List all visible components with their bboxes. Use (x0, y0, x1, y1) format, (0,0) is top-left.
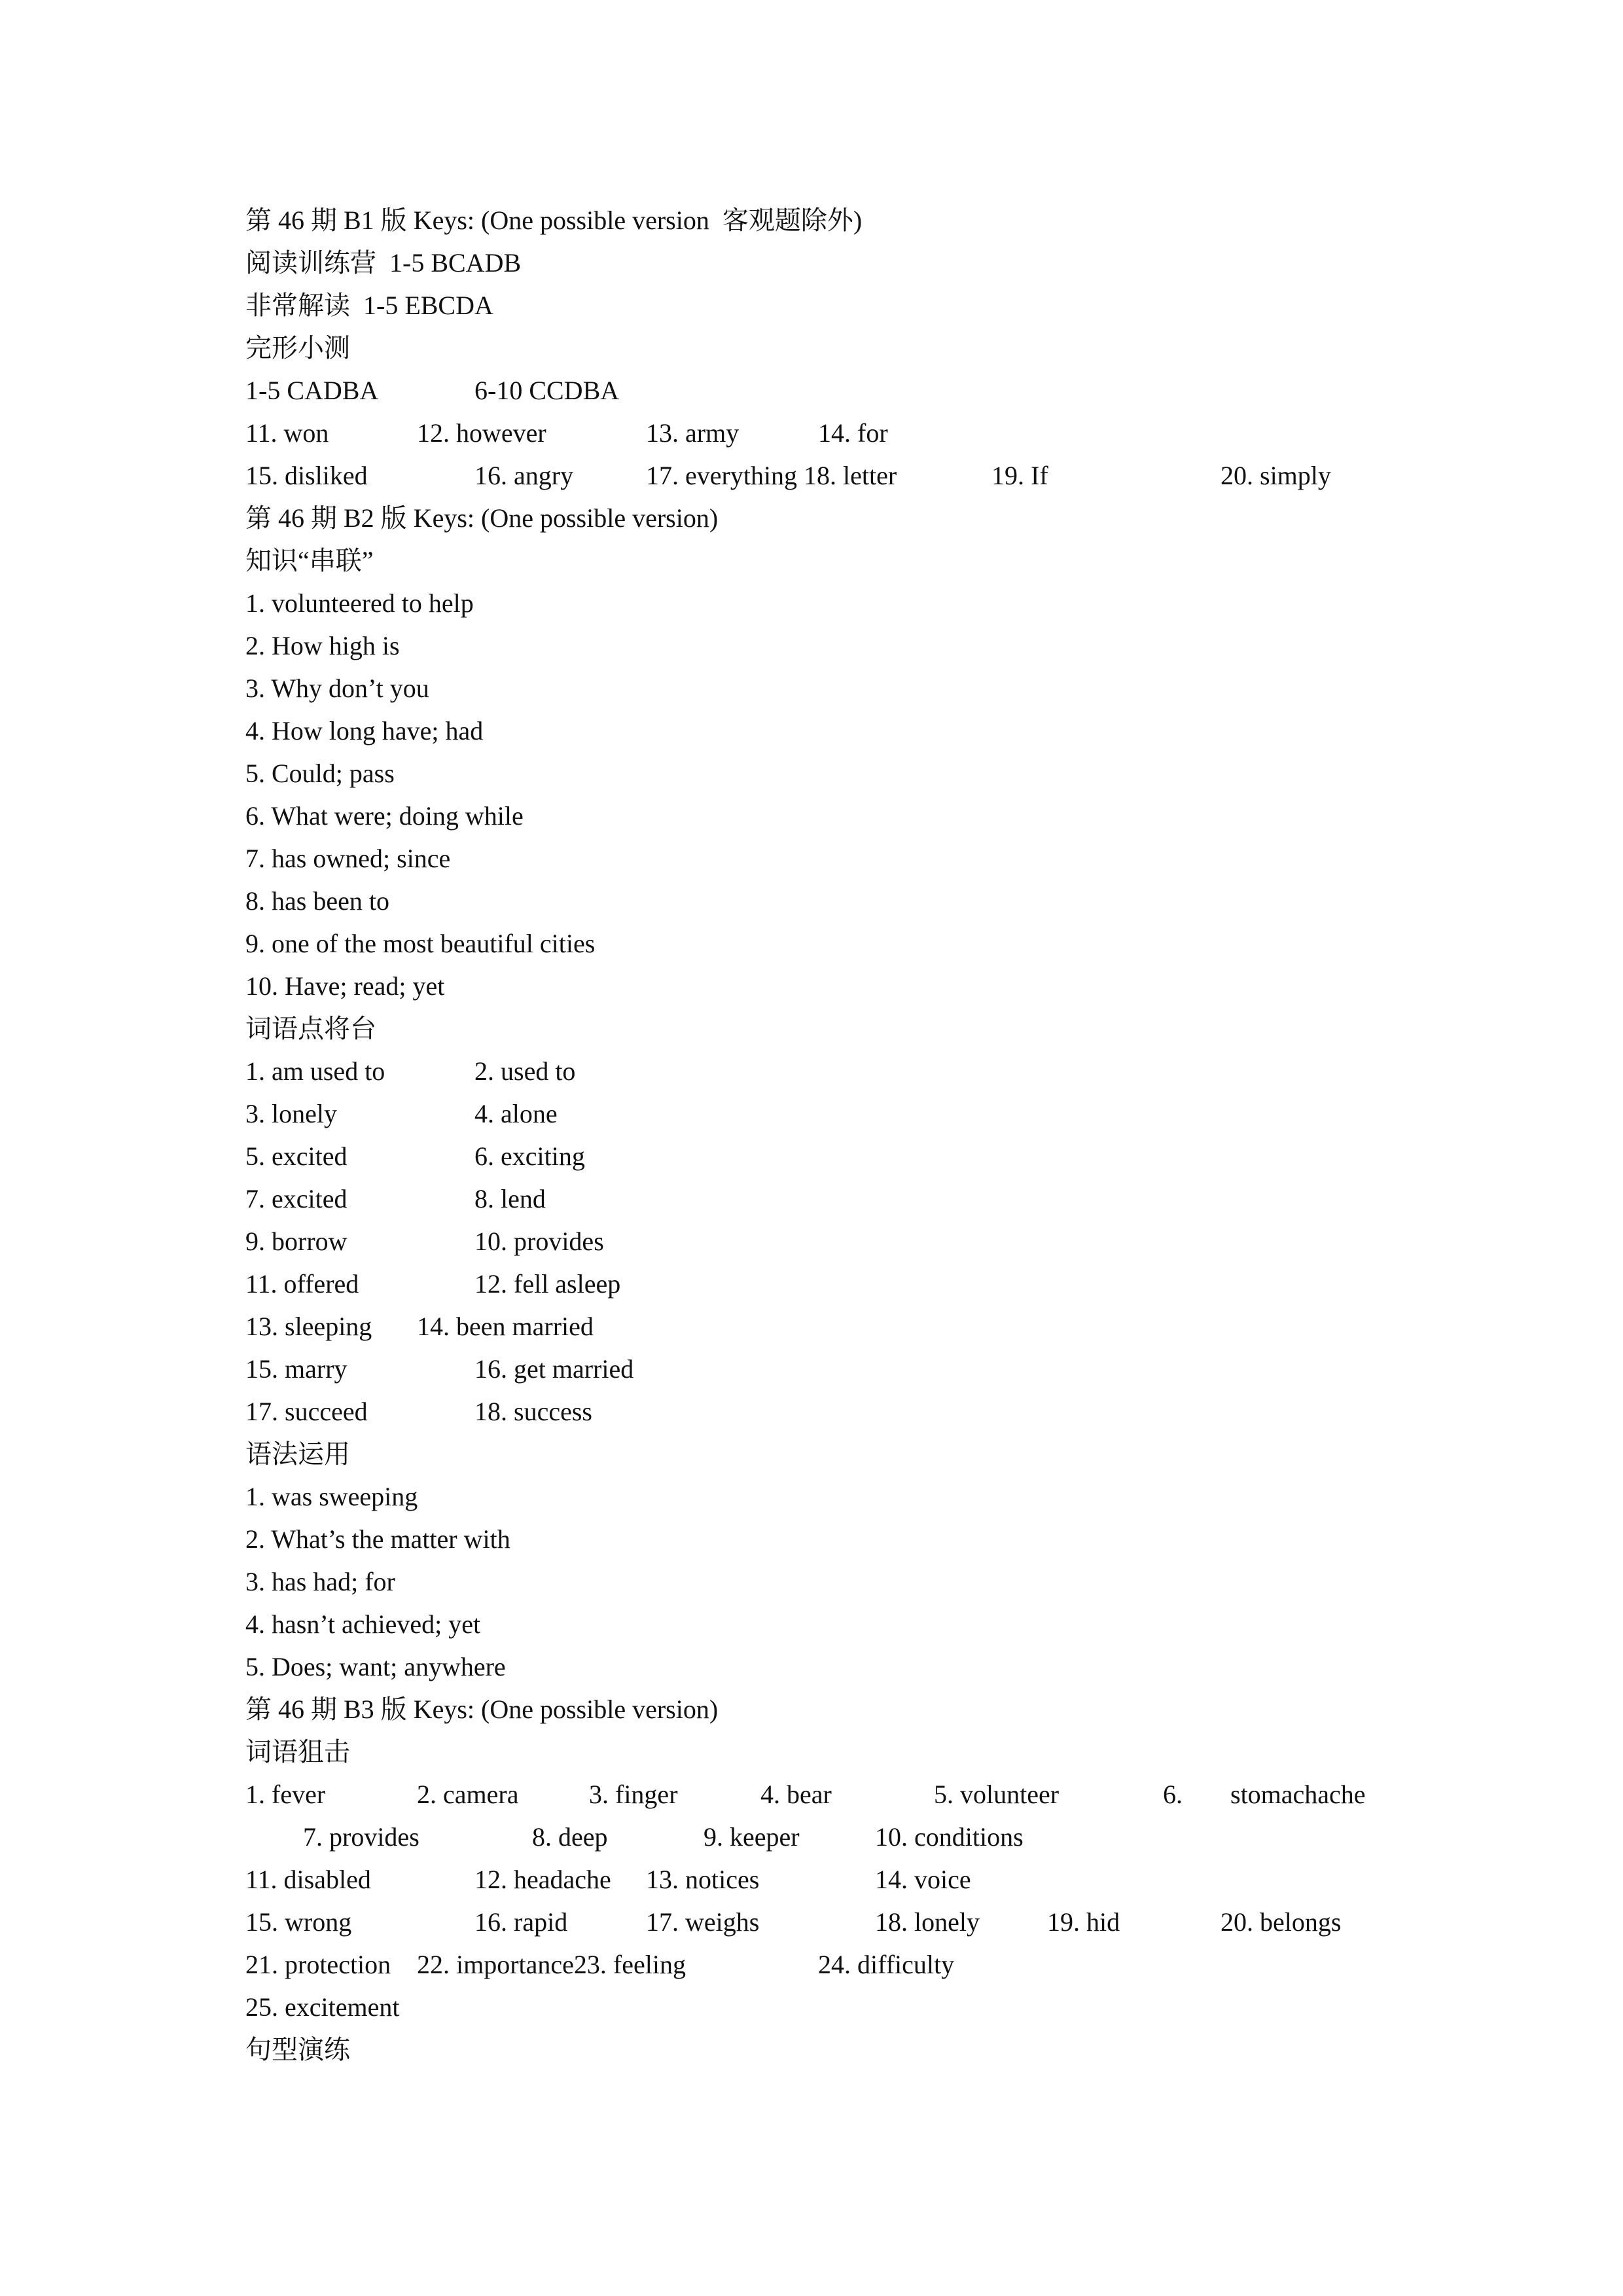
answer-item: 10. conditions (875, 1822, 1024, 1852)
answer-item: 15. marry (245, 1354, 348, 1384)
reading-camp-answers: 阅读训练营 1-5 BCADB (245, 248, 522, 278)
answer-item: 1. am used to (245, 1056, 385, 1086)
answer-item: 20. simply (1221, 461, 1331, 490)
answer-item: 11. disabled (245, 1865, 371, 1894)
answer-item: 14. voice (875, 1865, 971, 1894)
answer-item: 1. fever (245, 1780, 326, 1809)
answer-item: 9. keeper (704, 1822, 800, 1852)
answer-item: 14. been married (417, 1312, 594, 1341)
list-item: 4. hasn’t achieved; yet (245, 1609, 481, 1639)
words-heading: 词语点将台 (245, 1014, 376, 1043)
sentence-heading: 句型演练 (245, 2035, 350, 2064)
b3-title: 第 46 期 B3 版 Keys: (One possible version) (245, 1695, 719, 1724)
answer-item: 18. success (474, 1397, 592, 1426)
answer-item: 20. belongs (1221, 1907, 1342, 1937)
snipe-row-3 (245, 1859, 1525, 1901)
cloze-row-1 (245, 370, 1525, 412)
words-row (245, 1050, 1525, 1092)
answer-item: 17. succeed (245, 1397, 368, 1426)
list-item: 3. has had; for (245, 1567, 395, 1596)
snipe-row-4 (245, 1901, 1525, 1943)
answer-item: 18. lonely (875, 1907, 980, 1937)
words-row (245, 1221, 1525, 1263)
answer-item: 10. provides (474, 1227, 604, 1256)
answer-item: 11. won (245, 418, 329, 448)
words-row (245, 1263, 1525, 1305)
answer-item: 1-5 CADBA (245, 376, 379, 405)
answer-item: 19. hid (1047, 1907, 1120, 1937)
answer-item: 16. rapid (474, 1907, 568, 1937)
answer-item: 13. sleeping (245, 1312, 372, 1341)
answer-item: 3. finger (589, 1780, 678, 1809)
list-item: 10. Have; read; yet (245, 971, 445, 1001)
cloze-row-3 (245, 455, 1525, 497)
answer-item: 16. get married (474, 1354, 634, 1384)
answer-item: 15. wrong (245, 1907, 352, 1937)
list-item: 4. How long have; had (245, 716, 484, 745)
answer-item: 7. provides (303, 1822, 419, 1852)
list-item: 5. Does; want; anywhere (245, 1652, 506, 1681)
answer-item: 2. used to (474, 1056, 576, 1086)
answer-item: 17. everything 18. letter (646, 461, 897, 490)
cloze-row-2 (245, 412, 1525, 454)
answer-item: 14. for (818, 418, 888, 448)
answer-item: 22. importance23. feeling (417, 1950, 686, 1979)
answer-item: 4. bear (760, 1780, 832, 1809)
list-item: 2. How high is (245, 631, 400, 660)
answer-item: 11. offered (245, 1269, 359, 1299)
words-row (245, 1178, 1525, 1220)
answer-item: 19. If (991, 461, 1048, 490)
special-reading-answers: 非常解读 1-5 EBCDA (245, 291, 493, 320)
list-item: 9. one of the most beautiful cities (245, 929, 596, 958)
answer-item: 17. weighs (646, 1907, 760, 1937)
answer-item: 6. exciting (474, 1141, 585, 1171)
list-item: 8. has been to (245, 886, 389, 916)
list-item: 6. What were; doing while (245, 801, 524, 831)
knowledge-heading: 知识“串联” (245, 546, 374, 575)
answer-item: 5. volunteer (934, 1780, 1060, 1809)
list-item: 2. What’s the matter with (245, 1524, 510, 1554)
answer-item: 12. however (417, 418, 546, 448)
answer-item: 13. notices (646, 1865, 760, 1894)
list-item: 25. excitement (245, 1992, 400, 2022)
answer-item: 12. headache (474, 1865, 611, 1894)
answer-item: 8. lend (474, 1184, 546, 1213)
list-item: 7. has owned; since (245, 844, 451, 873)
answer-item: 2. camera (417, 1780, 519, 1809)
words-row (245, 1391, 1525, 1433)
answer-item: 8. deep (532, 1822, 608, 1852)
b2-title: 第 46 期 B2 版 Keys: (One possible version) (245, 503, 719, 533)
answer-item: 4. alone (474, 1099, 558, 1128)
answer-item: 9. borrow (245, 1227, 348, 1256)
words-row (245, 1306, 1525, 1348)
answer-item: 12. fell asleep (474, 1269, 621, 1299)
words-row (245, 1348, 1525, 1390)
snipe-heading: 词语狙击 (245, 1737, 350, 1767)
answer-item: 21. protection (245, 1950, 391, 1979)
snipe-row-2 (245, 1816, 1525, 1858)
snipe-row-1 (245, 1774, 1525, 1816)
answer-item: 3. lonely (245, 1099, 337, 1128)
answer-item: 6. (1163, 1780, 1183, 1809)
answer-item: 6-10 CCDBA (474, 376, 620, 405)
list-item: 1. volunteered to help (245, 588, 474, 618)
answer-item: 15. disliked (245, 461, 368, 490)
answer-item: 7. excited (245, 1184, 348, 1213)
words-row (245, 1136, 1525, 1177)
answer-item: 24. difficulty (818, 1950, 955, 1979)
list-item: 3. Why don’t you (245, 673, 429, 703)
grammar-heading: 语法运用 (245, 1439, 350, 1469)
b1-title: 第 46 期 B1 版 Keys: (One possible version 客观题除外) (245, 206, 863, 235)
answer-item: 13. army (646, 418, 740, 448)
snipe-row-5 (245, 1944, 1525, 1986)
list-item: 5. Could; pass (245, 759, 395, 788)
list-item: 1. was sweeping (245, 1482, 418, 1511)
words-row (245, 1093, 1525, 1135)
answer-item: stomachache (1230, 1780, 1366, 1809)
cloze-heading: 完形小测 (245, 333, 350, 363)
answer-item: 5. excited (245, 1141, 348, 1171)
answer-item: 16. angry (474, 461, 574, 490)
